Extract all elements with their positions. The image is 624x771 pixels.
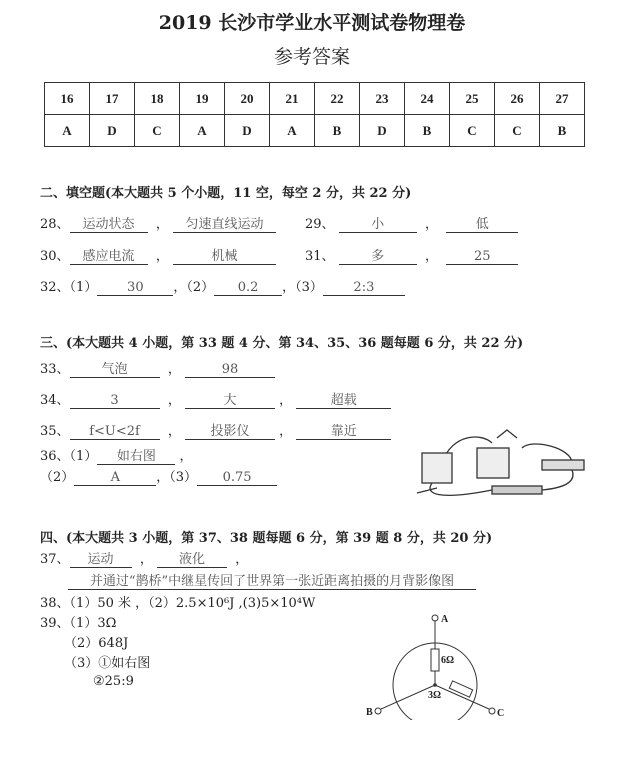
answer: 运动 (70, 548, 132, 568)
answer: 超载 (296, 389, 391, 409)
answer: 运动状态 (70, 213, 148, 233)
node-a-label: A (441, 614, 449, 625)
answer-cell: A (180, 115, 225, 147)
answer: 3 (70, 393, 160, 409)
q37-line2 (68, 570, 476, 590)
question-number-cell: 26 (495, 83, 540, 115)
q28 (40, 213, 276, 233)
answer: 投影仪 (185, 420, 275, 440)
answer: 多 (339, 245, 417, 265)
q39-part3: （3）①如右图 (64, 656, 151, 671)
question-number-cell: 19 (180, 83, 225, 115)
resistor-3ohm (449, 681, 472, 697)
sep: ， (279, 393, 293, 408)
sep: ， (139, 552, 153, 567)
q-num: 34、 (40, 393, 70, 408)
answer-cell: C (450, 115, 495, 147)
resistor-diagram (360, 605, 510, 720)
answer-cell: B (315, 115, 360, 147)
answer: 匀速直线运动 (173, 213, 276, 233)
answer-cell: A (45, 115, 90, 147)
answer: 0.2 (214, 280, 282, 296)
sep: ， (179, 449, 193, 464)
circuit-image (412, 428, 592, 503)
sep: ， (155, 217, 169, 232)
question-number-cell: 27 (540, 83, 585, 115)
q31 (305, 245, 518, 265)
sep: ， (279, 424, 293, 439)
choice-answer-table (44, 82, 585, 147)
answer: A (74, 470, 156, 486)
q35 (40, 420, 391, 440)
answer-cell: D (90, 115, 135, 147)
q-num: 33、 (40, 362, 70, 377)
answer-cell: B (540, 115, 585, 147)
answer: 机械 (173, 245, 276, 265)
answer: 气泡 (70, 358, 160, 378)
answer: 30 (97, 280, 173, 296)
question-number-cell: 17 (90, 83, 135, 115)
question-number-cell: 21 (270, 83, 315, 115)
q-num: 29、 (305, 217, 335, 232)
q-num: 31、 (305, 249, 335, 264)
sep: ， (424, 249, 438, 264)
answer-cell: D (360, 115, 405, 147)
sep: ， (167, 424, 181, 439)
q37 (40, 548, 248, 568)
q-num: 37、 (40, 552, 70, 567)
q-num: 36、（1） (40, 449, 98, 464)
answer: 2:3 (323, 280, 405, 296)
answer: 小 (339, 213, 417, 233)
q36 (40, 445, 192, 465)
answer: 98 (185, 362, 275, 378)
section4-heading: 四、(本大题共 3 小题，第 37、38 题每题 6 分，第 39 题 8 分，共 20 分) (40, 531, 493, 546)
sep: ， (155, 249, 169, 264)
answer-cell: C (135, 115, 180, 147)
q38: 38、（1）50 米 ，（2）2.5×10⁶J ,(3)5×10⁴W (40, 596, 316, 611)
question-number-cell: 18 (135, 83, 180, 115)
part-label: ，（3） (282, 280, 323, 295)
section2-heading: 二、填空题(本大题共 5 个小题，11 空，每空 2 分，共 22 分) (40, 186, 412, 201)
answer: 并通过“鹊桥”中继星传回了世界第一张近距离拍摄的月背影像图 (68, 570, 476, 590)
sep: ， (167, 362, 181, 377)
q39-part1: 39、（1）3Ω (40, 616, 117, 631)
answer-row (45, 115, 585, 147)
answer: 低 (446, 213, 518, 233)
answer-cell: B (405, 115, 450, 147)
part-label: ，（2） (173, 280, 215, 295)
q-num: 30、 (40, 249, 70, 264)
q29 (305, 213, 518, 233)
answer: 如右图 (97, 445, 175, 465)
q36-part2 (40, 466, 277, 486)
sep: ， (167, 393, 181, 408)
answer-cell: A (270, 115, 315, 147)
answer: 液化 (157, 548, 227, 568)
answer: f<U<2f (70, 424, 160, 440)
question-number-cell: 16 (45, 83, 90, 115)
answer: 感应电流 (70, 245, 148, 265)
question-number-cell: 23 (360, 83, 405, 115)
q30 (40, 245, 276, 265)
sep: ， (235, 552, 249, 567)
q-num: 32、 (40, 280, 70, 295)
answer: 25 (446, 249, 518, 265)
q-num: 35、 (40, 424, 70, 439)
answer-cell: D (225, 115, 270, 147)
q32 (40, 276, 405, 296)
part-label: ，（3） (156, 470, 198, 485)
question-number-cell: 25 (450, 83, 495, 115)
q34 (40, 389, 391, 409)
question-number-cell: 22 (315, 83, 360, 115)
page-title: 2019 长沙市学业水平测试卷物理卷 (158, 12, 466, 34)
question-number-row (45, 83, 585, 115)
answer-cell: C (495, 115, 540, 147)
sep: ， (424, 217, 438, 232)
q-num: 28、 (40, 217, 70, 232)
q33 (40, 358, 275, 378)
question-number-cell: 24 (405, 83, 450, 115)
node-b-label: B (366, 707, 373, 718)
part-label: （1） (69, 280, 98, 295)
answer: 0.75 (197, 470, 277, 486)
part-label: （2） (40, 470, 75, 485)
q39-part2: （2）648J (64, 636, 129, 651)
node-c-label: C (497, 708, 505, 719)
section3-heading: 三、(本大题共 4 小题，第 33 题 4 分、第 34、35、36 题每题 6 分，共 22 分) (40, 336, 524, 351)
resistor-6ohm (431, 649, 439, 671)
answer: 靠近 (296, 420, 391, 440)
q39-part3b: ②25:9 (93, 674, 134, 689)
resistor-3ohm-label: 3Ω (428, 690, 442, 701)
answer: 大 (185, 389, 275, 409)
page-subtitle: 参考答案 (273, 46, 350, 68)
resistor-6ohm-label: 6Ω (441, 655, 455, 666)
question-number-cell: 20 (225, 83, 270, 115)
